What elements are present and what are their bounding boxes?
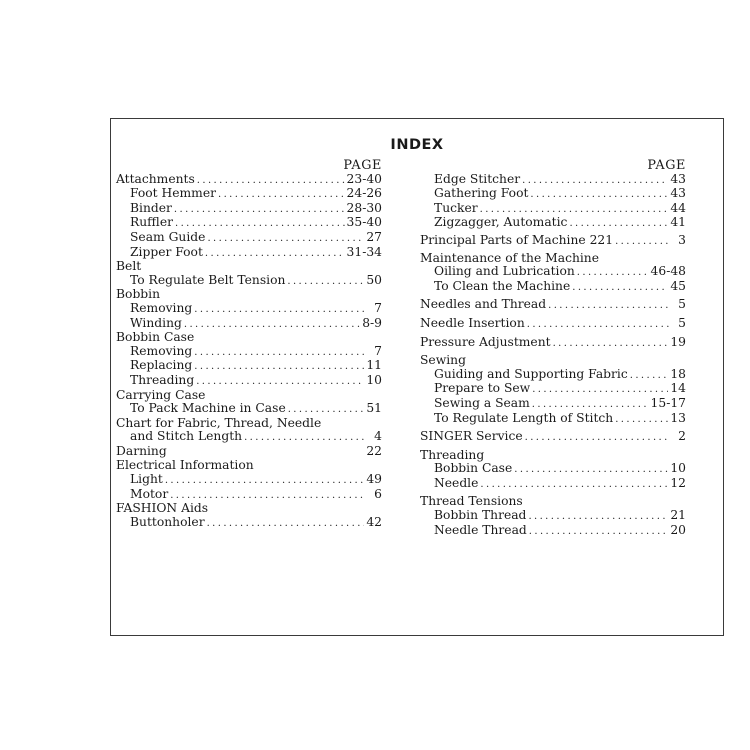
index-subentry: Replacing ..... 11 (116, 359, 382, 374)
index-heading: Threading (420, 447, 485, 462)
index-heading: Belt (116, 259, 142, 274)
index-subentry: Bobbin Case ..... 10 (420, 462, 686, 477)
index-heading: Bobbin Case (116, 330, 195, 345)
index-subentry: Guiding and Supporting Fabric ..... 18 (420, 368, 686, 383)
index-subentry: To Regulate Belt Tension ..... 50 (116, 274, 382, 289)
index-subentry: Removing ..... 7 (116, 302, 382, 317)
index-subentry: Threading ..... 10 (116, 374, 382, 389)
index-entry: Attachments ..... 23-40 (116, 173, 382, 188)
index-column-right (420, 159, 686, 538)
page-column-header: PAGE (647, 158, 686, 173)
index-page (110, 118, 724, 636)
index-subentry: Ruffler ..... 35-40 (116, 216, 382, 231)
index-subentry: Bobbin Thread ..... 21 (420, 509, 686, 524)
index-entry: Needles and Thread ..... 5 (420, 298, 686, 313)
index-subentry: Tucker ..... 44 (420, 202, 686, 217)
index-subentry: Light ..... 49 (116, 473, 382, 488)
index-subentry: Removing ..... 7 (116, 345, 382, 360)
index-subentry: Gathering Foot ..... 43 (420, 187, 686, 202)
index-subentry: Needle Thread ..... 20 (420, 524, 686, 539)
index-heading: Chart for Fabric, Thread, Needle (116, 415, 322, 430)
index-heading: Bobbin (116, 287, 161, 302)
index-subentry: Needle ..... 12 (420, 477, 686, 492)
index-subentry: To Pack Machine in Case ..... 51 (116, 402, 382, 417)
index-subentry: Binder ..... 28-30 (116, 202, 382, 217)
index-subentry: To Regulate Length of Stitch ..... 13 (420, 412, 686, 427)
index-subentry: Buttonholer ..... 42 (116, 516, 382, 531)
index-heading: Electrical Information (116, 458, 254, 473)
index-entry: Needle Insertion ..... 5 (420, 317, 686, 332)
index-subentry: Oiling and Lubrication ..... 46-48 (420, 265, 686, 280)
index-subentry: Zigzagger, Automatic ..... 41 (420, 216, 686, 231)
index-subentry: and Stitch Length ..... 4 (116, 430, 382, 445)
index-entry: Principal Parts of Machine 221 ..... 3 (420, 234, 686, 249)
index-subentry: Sewing a Seam ..... 15-17 (420, 397, 686, 412)
index-heading: Sewing (420, 353, 466, 368)
index-subentry: Edge Stitcher ..... 43 (420, 173, 686, 188)
index-subentry: To Clean the Machine ..... 45 (420, 280, 686, 295)
index-subentry: Motor ..... 6 (116, 488, 382, 503)
index-column-left (116, 159, 382, 530)
index-subentry: Winding ..... 8-9 (116, 317, 382, 332)
index-entry: SINGER Service ..... 2 (420, 430, 686, 445)
page-column-header: PAGE (343, 158, 382, 173)
index-title: INDEX (390, 137, 444, 153)
index-subentry: Seam Guide ..... 27 (116, 231, 382, 246)
index-heading: Carrying Case (116, 387, 206, 402)
index-entry: Pressure Adjustment ..... 19 (420, 336, 686, 351)
index-heading: FASHION Aids (116, 501, 209, 516)
index-subentry: Zipper Foot ..... 31-34 (116, 246, 382, 261)
index-heading: Thread Tensions (420, 494, 523, 509)
index-subentry: Prepare to Sew ..... 14 (420, 382, 686, 397)
index-subentry: Foot Hemmer ..... 24-26 (116, 187, 382, 202)
index-heading: Maintenance of the Machine (420, 250, 600, 265)
index-entry: Darning 22 (116, 443, 382, 458)
